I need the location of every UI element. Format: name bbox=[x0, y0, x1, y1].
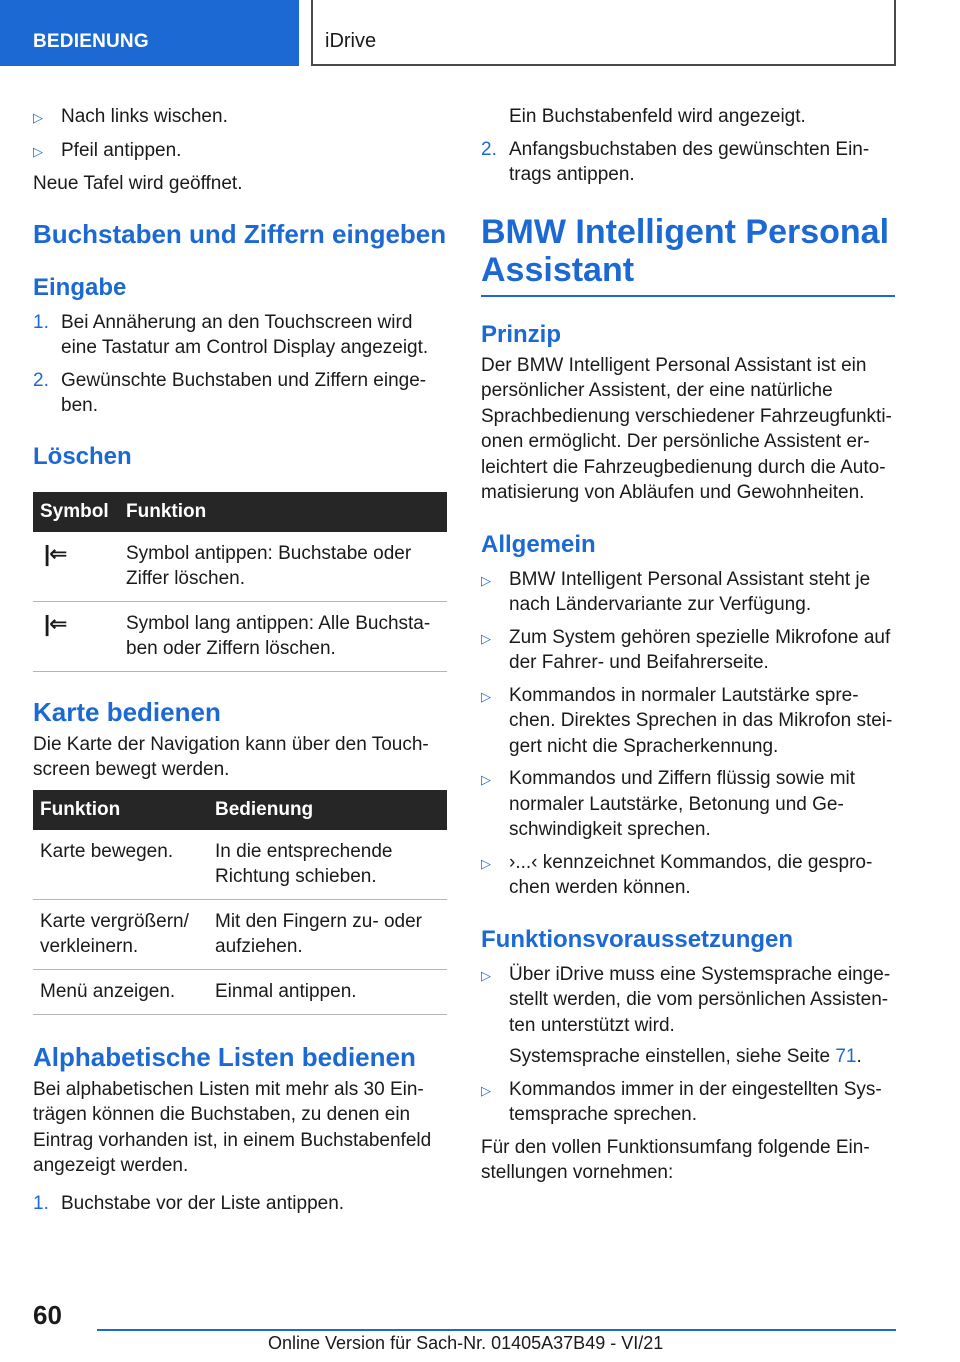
table-row: Menü anzeigen. Einmal antippen. bbox=[33, 969, 447, 1014]
bullet-triangle-icon: ▷ bbox=[33, 143, 43, 159]
bullet-triangle-icon: ▷ bbox=[33, 110, 43, 125]
bullet-triangle-icon: ▷ bbox=[481, 688, 491, 704]
paragraph: Neue Tafel wird geöffnet. bbox=[33, 173, 243, 194]
left-column bbox=[33, 100, 447, 1216]
list-item: 1. Bei Annäherung an den Touchscreen wird eine Tastatur am Control Display angezeigt. bbox=[33, 311, 429, 358]
bullet-triangle-icon: ▷ bbox=[481, 772, 491, 787]
list-item: ▷ Kommandos und Ziffern flüssig sowie mit normaler Lautstärke, Betonung und Ge-schwindigkeit sprechen. bbox=[481, 766, 895, 843]
heading-principle: Prinzip bbox=[481, 320, 562, 348]
paragraph: Der BMW Intelligent Personal Assistant ist ein persönlicher Assistent, der eine natürliche Sprachbedienung verschiedener Fahrzeugfunkti-onen ermöglicht. Der persönliche Assistent er-leichtert die Fahrzeugbedienung durch die Auto-matisierung von Abläufen und Gewohnheiten. bbox=[481, 354, 892, 503]
page-number: 60 bbox=[33, 1300, 62, 1330]
paragraph: Für den vollen Funktionsumfang folgende Ein-stellungen vornehmen: bbox=[481, 1136, 870, 1183]
list-item: 2. Gewünschte Buchstaben und Ziffern einge-ben. bbox=[33, 369, 427, 416]
header-chapter-box bbox=[311, 0, 896, 66]
heading-bmw-assistant: BMW Intelligent Personal Assistant bbox=[481, 213, 895, 297]
table-header-row: Symbol Funktion bbox=[33, 492, 447, 532]
bullet-triangle-icon: ▷ bbox=[481, 1082, 491, 1098]
list-item: ▷ Kommandos immer in der eingestellten Sys-temsprache sprechen. bbox=[481, 1077, 895, 1128]
list-item: ▷ BMW Intelligent Personal Assistant steht je nach Ländervariante zur Verfügung. bbox=[481, 567, 895, 618]
heading-letters-digits: Buchstaben und Ziffern eingeben bbox=[33, 218, 447, 249]
header-section-tab bbox=[0, 0, 299, 66]
bullet-triangle-icon: ▷ bbox=[481, 855, 491, 871]
table-row: Karte vergrößern/ verkleinern. Mit den Fingern zu- oder aufziehen. bbox=[33, 899, 447, 969]
list-item: ▷ Nach links wischen. bbox=[33, 104, 447, 131]
list-item: Ein Buchstabenfeld wird angezeigt. bbox=[509, 106, 806, 127]
list-item: 2. Anfangsbuchstaben des gewünschten Ein-trags antippen. bbox=[481, 138, 870, 185]
delete-arrow-icon: |⇐ bbox=[44, 540, 67, 566]
table-row: |⇐ Symbol lang antippen: Alle Buchsta-ben oder Ziffern löschen. bbox=[33, 601, 447, 671]
map-table bbox=[33, 790, 447, 1015]
heading-map: Karte bedienen bbox=[33, 696, 221, 727]
heading-general: Allgemein bbox=[481, 530, 596, 558]
list-item: ▷ Pfeil antippen. bbox=[33, 138, 447, 165]
footer-divider bbox=[97, 1329, 896, 1331]
table-header-row: Funktion Bedienung bbox=[33, 790, 447, 830]
bullet-triangle-icon: ▷ bbox=[481, 967, 491, 983]
right-column bbox=[481, 100, 895, 1186]
header-section-label: BEDIENUNG bbox=[33, 31, 149, 52]
list-item: Systemsprache einstellen, siehe Seite 71. bbox=[509, 1046, 862, 1067]
delete-arrow-icon: |⇐ bbox=[44, 610, 67, 636]
list-item: ▷ Zum System gehören spezielle Mikrofone auf der Fahrer- und Beifahrerseite. bbox=[481, 625, 895, 676]
heading-requirements: Funktionsvoraussetzungen bbox=[481, 925, 794, 953]
heading-alphabetical-lists: Alphabetische Listen bedienen bbox=[33, 1041, 416, 1072]
table-row: Karte bewegen. In die entsprechende Richtung schieben. bbox=[33, 830, 447, 900]
table-row: |⇐ Symbol antippen: Buchstabe oder Ziffer löschen. bbox=[33, 532, 447, 602]
list-item: 1. Buchstabe vor der Liste antippen. bbox=[33, 1192, 345, 1214]
paragraph: Die Karte der Navigation kann über den Touch-screen bewegt werden. bbox=[33, 733, 429, 780]
page-reference-link[interactable]: 71 bbox=[835, 1046, 857, 1067]
bullet-triangle-icon: ▷ bbox=[481, 572, 491, 588]
list-item: ▷ Kommandos in normaler Lautstärke spre-chen. Direktes Sprechen in das Mikrofon stei-gert nicht die Spracherkennung. bbox=[481, 683, 895, 760]
list-item: ▷ ›...‹ kennzeichnet Kommandos, die gespro-chen werden können. bbox=[481, 850, 895, 901]
list-item: ▷ Über iDrive muss eine Systemsprache einge-stellt werden, die vom persönlichen Assisten-ten unterstützt wird. bbox=[481, 962, 895, 1039]
heading-delete: Löschen bbox=[33, 442, 132, 470]
bullet-triangle-icon: ▷ bbox=[481, 630, 491, 646]
paragraph: Bei alphabetischen Listen mit mehr als 30 Ein-trägen können die Buchstaben, zu denen ein Eintrag vorhanden ist, in einem Buchstabenfeld angezeigt werden. bbox=[33, 1078, 432, 1176]
heading-input: Eingabe bbox=[33, 273, 127, 301]
delete-table bbox=[33, 492, 447, 672]
footer-online-version: Online Version für Sach-Nr. 01405A37B49 - VI/21 bbox=[268, 1333, 664, 1353]
header-chapter-label: iDrive bbox=[325, 30, 377, 52]
